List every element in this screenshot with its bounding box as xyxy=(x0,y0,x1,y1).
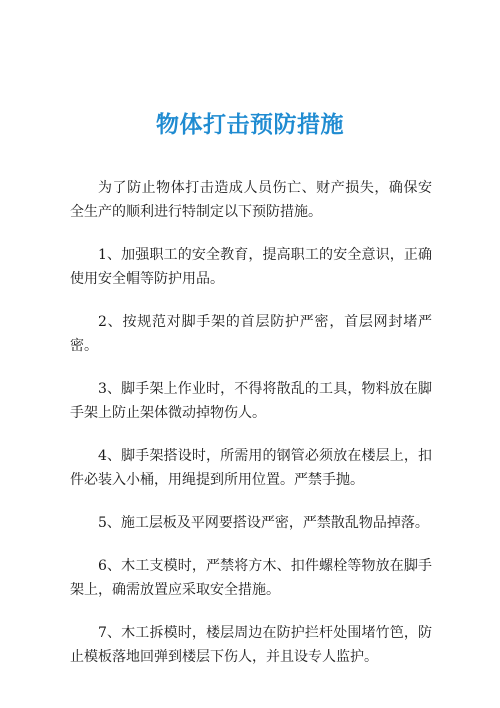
paragraph-item-5: 5、施工层板及平网要搭设严密，严禁散乱物品掉落。 xyxy=(98,515,429,531)
document-title: 物体打击预防措施 xyxy=(156,112,344,138)
paragraph-item-6: 6、木工支模时，严禁将方木、扣件螺栓等物放在脚手架上，确需放置应采取安全措施。 xyxy=(70,558,432,598)
document-body xyxy=(70,176,432,688)
paragraph-item-4: 4、脚手架搭设时，所需用的钢管必须放在楼层上，扣件必装入小桶，用绳提到所用位置。严禁手抛。 xyxy=(70,448,432,488)
paragraph-item-3: 3、脚手架上作业时，不得将散乱的工具，物料放在脚手架上防止架体微动掉物伤人。 xyxy=(70,381,432,421)
paragraph-item-1: 1、加强职工的安全教育，提高职工的安全意识，正确使用安全帽等防护用品。 xyxy=(70,247,432,287)
paragraph-item-7: 7、木工拆模时，楼层周边在防护拦杆处围堵竹笆，防止模板落地回弹到楼层下伤人，并且设专人监护。 xyxy=(70,625,432,665)
paragraph-intro: 为了防止物体打击造成人员伤亡、财产损失，确保安全生产的顺利进行特制定以下预防措施。 xyxy=(70,180,432,220)
paragraph-item-2: 2、按规范对脚手架的首层防护严密，首层网封堵严密。 xyxy=(70,314,432,354)
